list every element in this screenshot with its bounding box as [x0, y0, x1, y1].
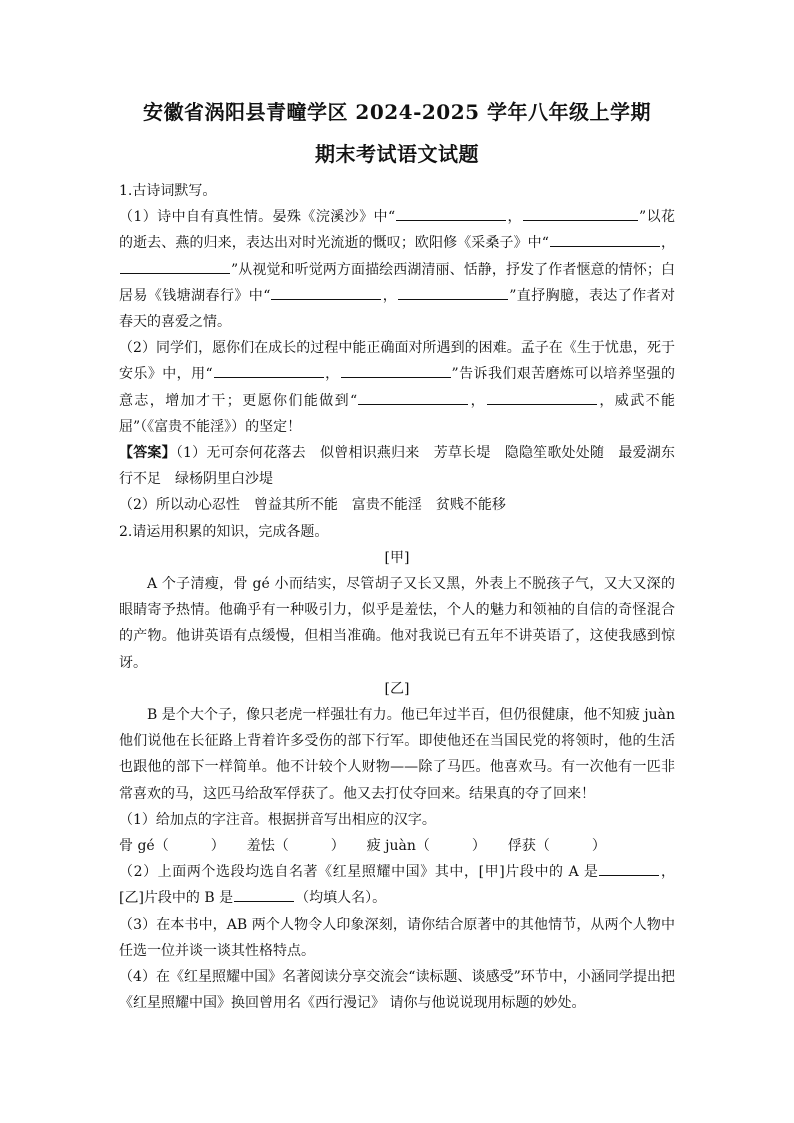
answer-blank[interactable] [271, 285, 381, 300]
text: ”直抒胸臆，表达了作者对春天的喜爱之情。 [119, 287, 675, 331]
answer-2: （2）所以动心忍性 曾益其所不能 富贵不能淫 贫贱不能移 [119, 497, 506, 514]
question-2-sub-4: （4）在《红星照耀中国》名著阅读分享交流会“读标题、谈感受”环节中，小涵同学提出把《红星照耀中国》换回曾用名《西行漫记》 请你与他说说现用标题的妙处。 [119, 969, 675, 1012]
text: （均填人名）。 [295, 890, 387, 907]
question-2-heading: 2.请运用积累的知识，完成各题。 [119, 523, 329, 540]
question-2-sub-1: （1）给加点的字注音。根据拼音写出相应的汉字。 [119, 811, 436, 828]
answer-blank[interactable] [550, 232, 660, 247]
answer-blank[interactable] [120, 259, 230, 274]
passage-a-label: [甲] [384, 549, 410, 566]
pinyin-blank[interactable]: 俘获（ ） [507, 838, 606, 855]
comma: ， [507, 209, 522, 226]
text: （1）诗中自有真性情。晏殊《浣溪沙》中“ [119, 209, 396, 226]
question-2-sub-2 [119, 859, 675, 911]
exam-title-line2: 期末考试语文试题 [315, 142, 479, 166]
answer-blank[interactable] [599, 861, 659, 876]
comma: ， [660, 235, 676, 252]
answer-blank[interactable] [234, 887, 294, 902]
answer-tag: 【答案】 [119, 445, 176, 462]
text: （2）上面两个选段均选自名著《红星照耀中国》其中，[甲]片段中的 A 是 [119, 864, 599, 881]
answer-blank[interactable] [487, 390, 597, 405]
passage-b: B 是个大个子，像只老虎一样强壮有力。他已年过半百，但仍很健康，他不知疲 juàn 他们说他在长征路上背着许多受伤的部下行军。即使他还在当国民党的将领时，他的生活也跟他的部下一样简单。他不计较个人财物——除了马匹。他喜欢马。有一次他有一匹非常喜欢的马，这匹马给敌军俘获了。他又去打仗夺回来。结果真的夺了回来！ [119, 707, 675, 802]
passage-b-label: [乙] [384, 680, 410, 697]
question-1-part-2 [119, 335, 675, 440]
exam-body [119, 178, 675, 1017]
answer-blank[interactable] [341, 363, 451, 378]
comma: ， [324, 366, 340, 383]
pinyin-blank[interactable]: 羞怯（ ） [246, 838, 345, 855]
answer-blank[interactable] [398, 285, 508, 300]
pinyin-blanks-row [119, 833, 675, 859]
question-1-heading: 1.古诗词默写。 [119, 183, 217, 199]
text: （2）同学们，愿你们在成长的过程中能正确面对所遇到的困难。孟子在《生于忧患，死于安乐》中，用“ [119, 340, 675, 383]
text: ”以花的逝去、燕的归来，表达出对时光流逝的慨叹；欧阳修《采桑子》中“ [119, 209, 675, 252]
text: ，[乙]片段中的 B 是 [119, 864, 676, 907]
answer-blank[interactable] [214, 363, 324, 378]
text: ，威武不能屈”（《富贵不能淫》）的坚定！ [119, 392, 676, 435]
comma: ， [469, 392, 486, 409]
answer-1 [119, 440, 675, 492]
answer-text: （1）无可奈何花落去 似曾相识燕归来 芳草长堤 隐隐笙歌处处随 最爱湖东行不足 绿杨阴里白沙堤 [119, 445, 676, 488]
answer-blank[interactable] [523, 206, 638, 221]
answer-blank[interactable] [358, 390, 468, 405]
text: ”告诉我们艰苦磨炼可以培养坚强的意志，增加才干；更愿你们能做到“ [119, 366, 675, 409]
passage-a: A 个子清瘦，骨 gé 小而结实，尽管胡子又长又黑，外表上不脱孩子气，又大又深的眼睛寄予热情。他确乎有一种吸引力，似乎是羞怯，个人的魅力和领袖的自信的奇怪混合的产物。他讲英语有点缓慢，但相当准确。他对我说已有五年不讲英语了，这使我感到惊讶。 [119, 576, 675, 671]
pinyin-blank[interactable]: 疲 juàn（ ） [366, 838, 486, 855]
pinyin-blank[interactable]: 骨 gé（ ） [119, 838, 225, 855]
comma: ， [382, 287, 398, 304]
exam-title-line1: 安徽省涡阳县青疃学区 2024-2025 学年八年级上学期 [142, 100, 652, 124]
text: ”从视觉和听觉两方面描绘西湖清丽、恬静，抒发了作者惬意的情怀；白居易《钱塘湖春行》中“ [119, 261, 675, 304]
answer-blank[interactable] [396, 206, 506, 221]
question-1-part-1 [119, 204, 675, 335]
question-2-sub-3: （3）在本书中，AB 两个人物令人印象深刻，请你结合原著中的其他情节，从两个人物中任选一位并谈一谈其性格特点。 [119, 916, 675, 959]
